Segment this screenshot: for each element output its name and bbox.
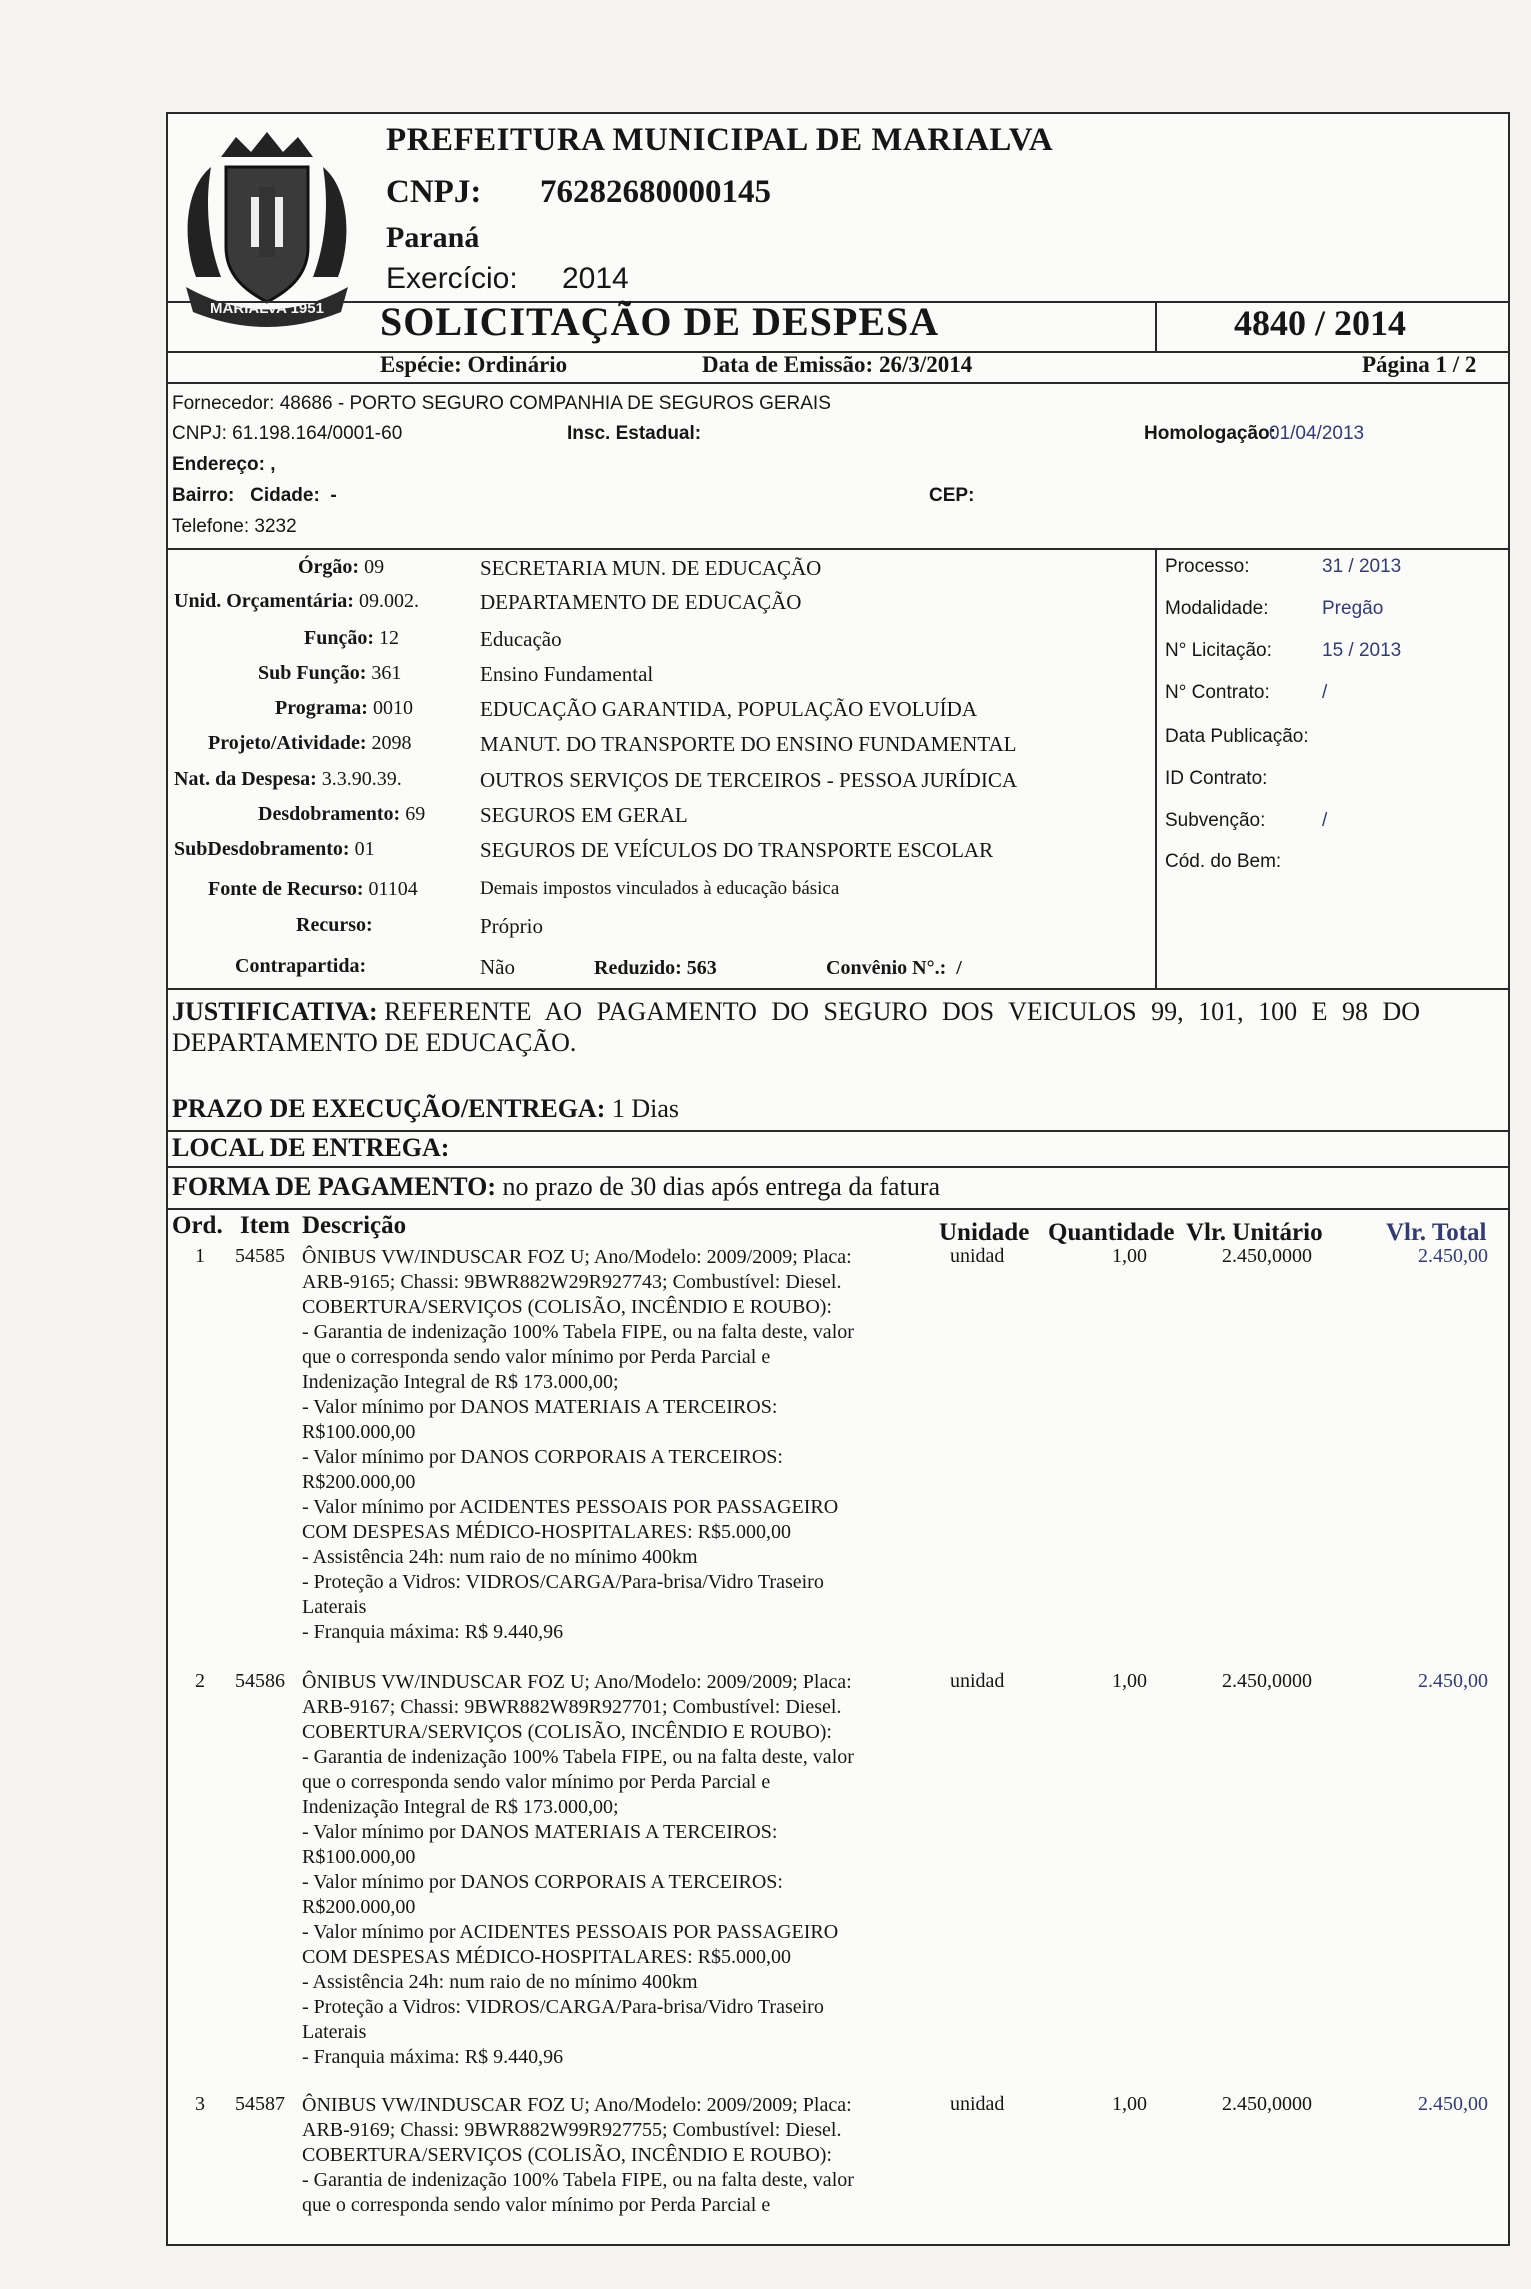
budget-code: 01 [354, 838, 375, 860]
item-unit-price: 2.450,0000 [1222, 1670, 1312, 1692]
item-unit-price: 2.450,0000 [1222, 1245, 1312, 1267]
process-label: Subvenção: [1165, 810, 1266, 831]
col-quantity: Quantidade [1048, 1219, 1175, 1246]
col-unit: Unidade [939, 1219, 1030, 1246]
description-line: R$200.000,00 [302, 1896, 416, 1918]
delivery-location-label: LOCAL DE ENTREGA: [172, 1133, 450, 1162]
item-unit: unidad [950, 1670, 1005, 1692]
budget-label-text: Projeto/Atividade: [208, 732, 367, 754]
description-line: Laterais [302, 1596, 367, 1618]
item-code: 54585 [235, 1245, 285, 1267]
description-line: - Valor mínimo por DANOS MATERIAIS A TERCEIROS: [302, 1396, 778, 1418]
description-line: R$200.000,00 [302, 1471, 416, 1493]
process-label: N° Contrato: [1165, 682, 1270, 703]
description-line: - Valor mínimo por ACIDENTES PESSOAIS POR PASSAGEIRO [302, 1921, 839, 1943]
description-line: ÔNIBUS VW/INDUSCAR FOZ U; Ano/Modelo: 2009/2009; Placa: [302, 1246, 852, 1268]
homologation-label: Homologação: [1144, 423, 1276, 444]
budget-row-value: DEPARTAMENTO DE EDUCAÇÃO [480, 590, 802, 614]
page-number: Página 1 / 2 [1362, 352, 1477, 377]
supplier-address: Endereço: , [172, 454, 276, 475]
budget-label-text: Função: [304, 627, 374, 649]
description-line: - Franquia máxima: R$ 9.440,96 [302, 1621, 564, 1643]
col-ord: Ord. [172, 1212, 223, 1239]
description-line: Indenização Integral de R$ 173.000,00; [302, 1371, 619, 1393]
process-value: / [1322, 810, 1328, 831]
payment-value: no prazo de 30 dias após entrega da fatura [502, 1172, 941, 1201]
budget-row-value: Ensino Fundamental [480, 662, 654, 686]
deadline-value: 1 Dias [611, 1094, 680, 1123]
municipality-name: PREFEITURA MUNICIPAL DE MARIALVA [386, 122, 1054, 158]
budget-code: 09.002. [358, 590, 419, 612]
item-total: 2.450,00 [1418, 1245, 1488, 1267]
budget-row-label [296, 914, 596, 937]
justification-label: JUSTIFICATIVA: [172, 997, 378, 1026]
item-unit: unidad [950, 2093, 1005, 2115]
budget-row-label [208, 878, 508, 901]
budget-row-value: SEGUROS EM GERAL [480, 803, 688, 827]
homologation-value: 01/04/2013 [1269, 423, 1365, 444]
payment-label: FORMA DE PAGAMENTO: [172, 1172, 497, 1201]
budget-label-text: Programa: [275, 697, 368, 719]
budget-code: 3.3.90.39. [321, 768, 402, 790]
budget-label-text: Desdobramento: [258, 803, 401, 825]
process-value: / [1322, 682, 1328, 703]
description-line: - Valor mínimo por DANOS MATERIAIS A TERCEIROS: [302, 1821, 778, 1843]
expense-species: Espécie: Ordinário [380, 352, 568, 377]
description-line: COBERTURA/SERVIÇOS (COLISÃO, INCÊNDIO E ROUBO): [302, 2144, 832, 2166]
col-description: Descrição [302, 1212, 407, 1239]
supplier-phone: Telefone: 3232 [172, 516, 297, 537]
budget-label-text: Contrapartida: [235, 955, 367, 977]
item-description [302, 1245, 928, 1645]
item-total: 2.450,00 [1418, 2093, 1488, 2115]
item-unit-price: 2.450,0000 [1222, 2093, 1312, 2115]
item-ord: 3 [195, 2093, 205, 2115]
budget-row-value: Não [480, 955, 515, 979]
budget-code: 0010 [372, 697, 413, 719]
description-line: Laterais [302, 2021, 367, 2043]
budget-label-text: Unid. Orçamentária: [174, 590, 354, 612]
description-line: que o corresponda sendo valor mínimo por Perda Parcial e [302, 2194, 771, 2216]
budget-label-text: SubDesdobramento: [174, 838, 350, 860]
issue-date: Data de Emissão: 26/3/2014 [702, 352, 973, 377]
supplier-district: Bairro: Cidade: - [172, 485, 337, 506]
description-line: ARB-9165; Chassi: 9BWR882W29R927743; Combustível: Diesel. [302, 1271, 842, 1293]
description-line: - Assistência 24h: num raio de no mínimo 400km [302, 1971, 698, 1993]
cnpj-label: CNPJ: [386, 174, 482, 210]
state-name: Paraná [386, 221, 480, 254]
budget-label-text: Sub Função: [258, 662, 367, 684]
item-description [302, 1670, 928, 2070]
description-line: Indenização Integral de R$ 173.000,00; [302, 1796, 619, 1818]
description-line: - Proteção a Vidros: VIDROS/CARGA/Para-brisa/Vidro Traseiro [302, 1571, 824, 1593]
document-title: SOLICITAÇÃO DE DESPESA [380, 299, 940, 344]
cnpj-value: 76282680000145 [540, 174, 771, 210]
description-line: - Valor mínimo por DANOS CORPORAIS A TERCEIROS: [302, 1871, 783, 1893]
description-line: COBERTURA/SERVIÇOS (COLISÃO, INCÊNDIO E ROUBO): [302, 1296, 832, 1318]
process-label: Data Publicação: [1165, 726, 1309, 747]
budget-row-value: Educação [480, 627, 562, 651]
description-line: R$100.000,00 [302, 1846, 416, 1868]
budget-row-value: Demais impostos vinculados à educação básica [480, 878, 840, 899]
budget-row-label [174, 838, 474, 861]
budget-code: 12 [379, 627, 399, 649]
crest-text: MARIALVA 1951 [210, 300, 324, 317]
budget-row-label [174, 768, 474, 791]
process-label: Modalidade: [1165, 598, 1269, 619]
description-line: COM DESPESAS MÉDICO-HOSPITALARES: R$5.000,00 [302, 1521, 792, 1543]
exercise-label: Exercício: [386, 262, 518, 295]
budget-code: 2098 [371, 732, 412, 754]
justification-text-continued: DEPARTAMENTO DE EDUCAÇÃO. [172, 1028, 577, 1057]
budget-code: 01104 [368, 878, 418, 900]
budget-label-text: Órgão: [298, 556, 360, 578]
process-label: Cód. do Bem: [1165, 851, 1282, 872]
exercise-value: 2014 [562, 262, 629, 295]
payment-row [172, 1172, 940, 1202]
supplier-cep: CEP: [929, 485, 975, 506]
description-line: COM DESPESAS MÉDICO-HOSPITALARES: R$5.000,00 [302, 1946, 792, 1968]
description-line: ÔNIBUS VW/INDUSCAR FOZ U; Ano/Modelo: 2009/2009; Placa: [302, 2094, 852, 2116]
supplier-line: Fornecedor: 48686 - PORTO SEGURO COMPANHIA DE SEGUROS GERAIS [172, 393, 831, 414]
description-line: ARB-9167; Chassi: 9BWR882W89R927701; Combustível: Diesel. [302, 1696, 842, 1718]
justification [172, 996, 1502, 1058]
description-line: COBERTURA/SERVIÇOS (COLISÃO, INCÊNDIO E ROUBO): [302, 1721, 832, 1743]
col-item: Item [240, 1212, 290, 1239]
item-ord: 1 [195, 1245, 205, 1267]
justification-text: REFERENTE AO PAGAMENTO DO SEGURO DOS VEICULOS 99, 101, 100 E 98 DO [384, 997, 1421, 1026]
description-line: ARB-9169; Chassi: 9BWR882W99R927755; Combustível: Diesel. [302, 2119, 842, 2141]
item-description [302, 2093, 928, 2218]
process-value: Pregão [1322, 598, 1384, 619]
budget-row-value: SECRETARIA MUN. DE EDUCAÇÃO [480, 556, 822, 580]
budget-row-label [208, 732, 508, 755]
budget-row-value: MANUT. DO TRANSPORTE DO ENSINO FUNDAMENTAL [480, 732, 1017, 756]
description-line: que o corresponda sendo valor mínimo por Perda Parcial e [302, 1771, 771, 1793]
item-ord: 2 [195, 1670, 205, 1692]
description-line: - Franquia máxima: R$ 9.440,96 [302, 2046, 564, 2068]
budget-row-value: SEGUROS DE VEÍCULOS DO TRANSPORTE ESCOLAR [480, 838, 994, 862]
item-code: 54587 [235, 2093, 285, 2115]
process-label: N° Licitação: [1165, 640, 1272, 661]
budget-row-value: Próprio [480, 914, 543, 938]
agreement-number: Convênio N°.: / [826, 957, 962, 979]
item-quantity: 1,00 [1112, 1670, 1147, 1692]
item-code: 54586 [235, 1670, 285, 1692]
description-line: que o corresponda sendo valor mínimo por Perda Parcial e [302, 1346, 771, 1368]
description-line: ÔNIBUS VW/INDUSCAR FOZ U; Ano/Modelo: 2009/2009; Placa: [302, 1671, 852, 1693]
process-value: 31 / 2013 [1322, 556, 1402, 577]
budget-code: 361 [371, 662, 402, 684]
supplier-cnpj: CNPJ: 61.198.164/0001-60 [172, 423, 403, 444]
process-label: ID Contrato: [1165, 768, 1268, 789]
budget-row-value: OUTROS SERVIÇOS DE TERCEIROS - PESSOA JURÍDICA [480, 768, 1018, 792]
budget-row-value: EDUCAÇÃO GARANTIDA, POPULAÇÃO EVOLUÍDA [480, 697, 977, 721]
budget-row-label [174, 590, 474, 613]
reduced-code: Reduzido: 563 [594, 957, 717, 979]
description-line: - Assistência 24h: num raio de no mínimo 400km [302, 1546, 698, 1568]
budget-label-text: Recurso: [296, 914, 373, 936]
item-quantity: 1,00 [1112, 1245, 1147, 1267]
description-line: - Garantia de indenização 100% Tabela FIPE, ou na falta deste, valor [302, 2169, 854, 2191]
budget-code: 69 [405, 803, 426, 825]
description-line: R$100.000,00 [302, 1421, 416, 1443]
process-label: Processo: [1165, 556, 1250, 577]
deadline-label: PRAZO DE EXECUÇÃO/ENTREGA: [172, 1094, 606, 1123]
budget-label-text: Fonte de Recurso: [208, 878, 364, 900]
description-line: - Proteção a Vidros: VIDROS/CARGA/Para-brisa/Vidro Traseiro [302, 1996, 824, 2018]
description-line: - Garantia de indenização 100% Tabela FIPE, ou na falta deste, valor [302, 1746, 854, 1768]
state-registration: Insc. Estadual: [567, 423, 702, 444]
item-unit: unidad [950, 1245, 1005, 1267]
item-quantity: 1,00 [1112, 2093, 1147, 2115]
process-value: 15 / 2013 [1322, 640, 1402, 661]
item-total: 2.450,00 [1418, 1670, 1488, 1692]
budget-code: 09 [364, 556, 385, 578]
description-line: - Valor mínimo por DANOS CORPORAIS A TERCEIROS: [302, 1446, 783, 1468]
deadline-row [172, 1094, 679, 1124]
document-number: 4840 / 2014 [1234, 303, 1407, 343]
budget-label-text: Nat. da Despesa: [174, 768, 317, 790]
col-unit-price: Vlr. Unitário [1186, 1219, 1323, 1246]
col-total: Vlr. Total [1386, 1219, 1487, 1246]
description-line: - Garantia de indenização 100% Tabela FIPE, ou na falta deste, valor [302, 1321, 854, 1343]
description-line: - Valor mínimo por ACIDENTES PESSOAIS POR PASSAGEIRO [302, 1496, 839, 1518]
